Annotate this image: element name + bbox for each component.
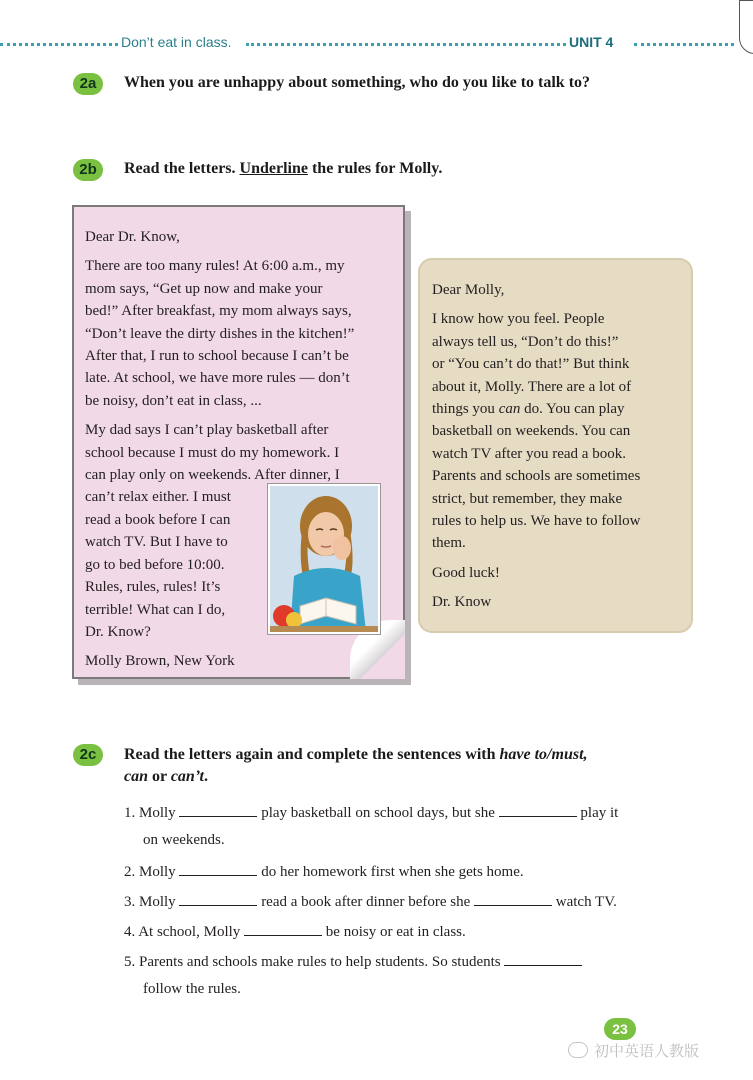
header-dotted-rule-right [634, 43, 734, 46]
reply-line: strict, but remember, they make [432, 490, 623, 507]
header-dotted-rule-middle [246, 43, 566, 46]
exercise-item-5: 5. Parents and schools make rules to help students. So students [124, 951, 582, 971]
section-2c-instruction: Read the letters again and complete the sentences with have to/must, can or can’t. [124, 746, 588, 785]
letter-line: mom says, “Get up now and make your [85, 280, 323, 297]
letter-line: “Don’t leave the dirty dishes in the kitchen!” [85, 325, 355, 342]
letter-signature: Molly Brown, New York [85, 653, 235, 670]
letter-line: My dad says I can’t play basketball after [85, 422, 329, 439]
page-corner-icon [739, 0, 753, 54]
reply-line: or “You can’t do that!” But think [432, 356, 630, 373]
letter-line: can’t relax either. I must [85, 489, 231, 506]
section-2c-badge: 2c [73, 744, 103, 766]
exercise-item-4: 4. At school, Molly be noisy or eat in class. [124, 921, 466, 941]
reply-greeting: Dear Molly, [432, 282, 505, 298]
letter-greeting: Dear Dr. Know, [85, 229, 180, 245]
section-2b-badge: 2b [73, 159, 103, 181]
header-dotted-rule-left [0, 43, 118, 46]
section-2a-badge: 2a [73, 73, 103, 95]
answer-blank[interactable] [499, 802, 577, 817]
answer-blank[interactable] [179, 861, 257, 876]
answer-blank[interactable] [504, 951, 582, 966]
section-2a-instruction: When you are unhappy about something, who do you like to talk to? [124, 74, 591, 91]
reply-line: I know how you feel. People [432, 311, 605, 328]
letter-line: After that, I run to school because I can’t be [85, 348, 349, 365]
letter-line: late. At school, we have more rules — don’t [85, 370, 350, 387]
reply-line: things you can do. You can play [432, 401, 625, 418]
reply-signature: Dr. Know [432, 594, 492, 611]
exercise-item-1: 1. Molly play basketball on school days, but she play it [124, 802, 618, 822]
letter-line: go to bed before 10:00. [85, 556, 225, 573]
letter-line: school because I must do my homework. I [85, 444, 340, 461]
exercise-item-3: 3. Molly read a book after dinner before she watch TV. [124, 891, 617, 911]
page-number: 23 [604, 1018, 636, 1040]
letter-to-molly-text [432, 279, 687, 614]
wechat-icon [568, 1042, 588, 1058]
letter-line: watch TV. But I have to [85, 534, 228, 551]
watermark: 初中英语人教版 [568, 1040, 699, 1061]
answer-blank[interactable] [244, 921, 322, 936]
reply-line: rules to help us. We have to follow [432, 513, 641, 530]
lesson-title: Don’t eat in class. [118, 34, 235, 50]
reply-line: watch TV after you read a book. [432, 445, 626, 462]
letter-line: can play only on weekends. After dinner, I [85, 467, 340, 484]
letter-line: read a book before I can [85, 511, 231, 528]
letter-line: bed!” After breakfast, my mom always says, [85, 303, 352, 320]
letter-line: Dr. Know? [85, 623, 151, 640]
letter-line: terrible! What can I do, [85, 601, 226, 618]
reply-line: always tell us, “Don’t do this!” [432, 333, 619, 350]
girl-reading-illustration [270, 486, 378, 632]
answer-blank[interactable] [474, 891, 552, 906]
answer-blank[interactable] [179, 891, 257, 906]
exercise-item-2: 2. Molly do her homework first when she gets home. [124, 861, 524, 881]
reply-line: Parents and schools are sometimes [432, 468, 641, 485]
exercise-item-1-continued: on weekends. [143, 832, 225, 848]
reply-line: them. [432, 535, 466, 552]
girl-reading-photo [268, 484, 380, 634]
answer-blank[interactable] [179, 802, 257, 817]
reply-line: basketball on weekends. You can [432, 423, 631, 440]
reply-line: about it, Molly. There are a lot of [432, 378, 632, 395]
exercise-item-5-continued: follow the rules. [143, 981, 241, 997]
reply-closing: Good luck! [432, 564, 500, 581]
section-2b-instruction: Read the letters. Underline the rules for Molly. [124, 160, 443, 177]
unit-label: UNIT 4 [566, 34, 616, 50]
letter-line: Rules, rules, rules! It’s [85, 579, 221, 596]
letter-line: be noisy, don’t eat in class, ... [85, 392, 262, 409]
letter-line: There are too many rules! At 6:00 a.m., my [85, 258, 345, 275]
